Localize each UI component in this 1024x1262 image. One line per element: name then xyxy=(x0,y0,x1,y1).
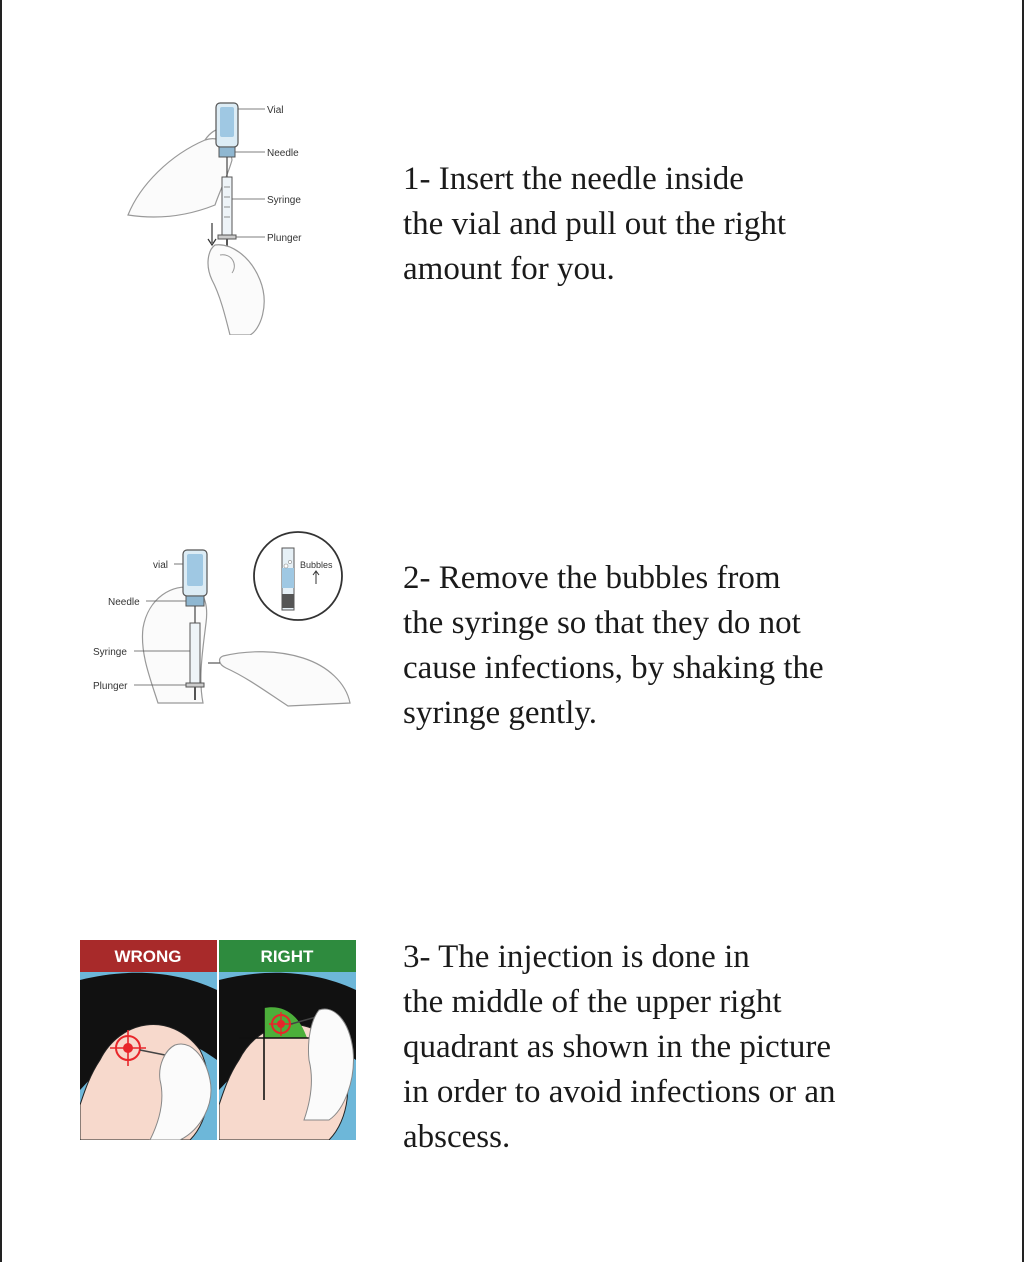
vial-syringe-illustration xyxy=(120,95,320,335)
step-3-line: 3- The injection is done in xyxy=(403,939,750,975)
bubbles-illustration xyxy=(88,528,358,728)
step-2-text xyxy=(403,556,824,736)
step-2-line: 2- Remove the bubbles from xyxy=(403,560,781,596)
right-panel xyxy=(219,940,356,1140)
step-3-line: abscess. xyxy=(403,1119,511,1155)
wrong-label: WRONG xyxy=(114,947,182,966)
label-needle: Needle xyxy=(108,597,140,608)
label-bubbles: Bubbles xyxy=(300,560,333,570)
step-2-line: cause infections, by shaking the xyxy=(403,650,824,686)
step-3-line: the middle of the upper right xyxy=(403,984,782,1020)
step-3-line: quadrant as shown in the picture xyxy=(403,1029,831,1065)
right-label: RIGHT xyxy=(260,947,314,966)
wrong-panel xyxy=(80,940,217,1140)
label-syringe: Syringe xyxy=(267,195,301,206)
step-1-line: 1- Insert the needle inside xyxy=(403,161,744,197)
step-3-line: in order to avoid infections or an xyxy=(403,1074,836,1110)
label-plunger: Plunger xyxy=(267,233,302,244)
label-plunger: Plunger xyxy=(93,681,128,692)
step-2-line: syringe gently. xyxy=(403,695,597,731)
label-vial: Vial xyxy=(267,105,284,116)
step-1-line: amount for you. xyxy=(403,251,615,287)
page-border-left xyxy=(0,0,2,1262)
label-needle: Needle xyxy=(267,148,299,159)
step-3-text xyxy=(403,935,836,1160)
label-syringe: Syringe xyxy=(93,647,127,658)
label-vial: vial xyxy=(153,560,169,571)
step-2-line: the syringe so that they do not xyxy=(403,605,801,641)
step-1-text xyxy=(403,157,786,292)
step-1-line: the vial and pull out the right xyxy=(403,206,787,242)
